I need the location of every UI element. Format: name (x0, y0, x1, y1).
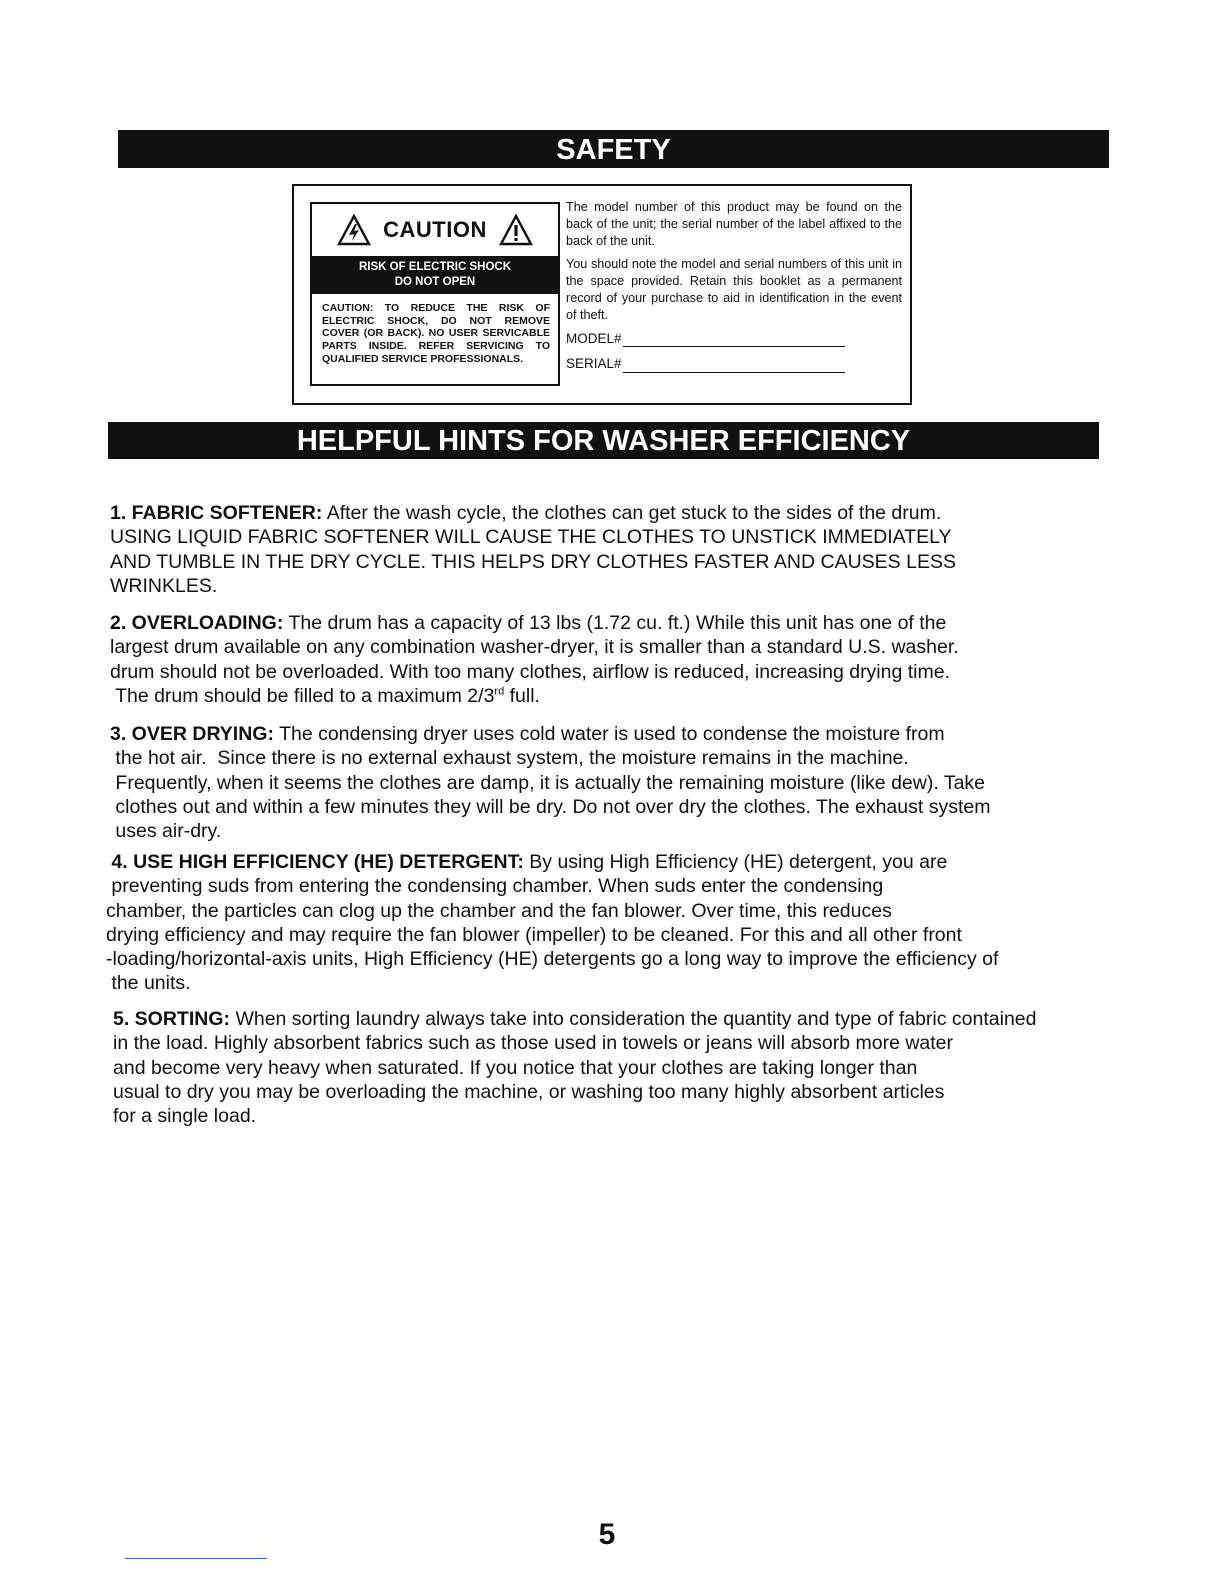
hint-line: the units. (106, 972, 191, 995)
hint-line: AND TUMBLE IN THE DRY CYCLE. THIS HELPS DRY CLOTHES FASTER AND CAUSES LESS (110, 550, 956, 573)
hint-line: full. (509, 684, 540, 707)
hint-line: usual to dry you may be overloading the machine, or washing too many highly absorbent articles (113, 1080, 945, 1103)
serial-number-field (566, 356, 902, 373)
hint-fabric-softener (110, 501, 1070, 598)
hint-line: The drum has a capacity of 13 lbs (1.72 cu. ft.) While this unit has one of the (288, 612, 947, 634)
hint-line: -loading/horizontal-axis units, High Efficiency (HE) detergents go a long way to improve the efficiency of (106, 948, 999, 971)
caution-instructions: CAUTION: TO REDUCE THE RISK OF ELECTRIC SHOCK, DO NOT REMOVE COVER (OR BACK). NO USER SERVICABLE PARTS INSIDE. REFER SERVICING TO QUALIFIED SERVICE PROFESSIONALS. (322, 302, 550, 365)
ordinal-superscript: rd (494, 685, 505, 698)
shock-warning-line2: DO NOT OPEN (394, 276, 476, 288)
model-number-field (566, 331, 902, 348)
hint-line: WRINKLES. (110, 574, 218, 597)
model-location-note: The model number of this product may be found on the back of the unit; the serial number of the label affixed to the back of the unit. (566, 200, 902, 248)
hint-title: 3. OVER DRYING: (110, 723, 274, 745)
model-blank-line (623, 334, 845, 347)
hint-line: the hot air. Since there is no external exhaust system, the moisture remains in the machine. (110, 747, 909, 770)
hint-title: 2. OVERLOADING: (110, 612, 284, 634)
serial-blank-line (623, 360, 845, 373)
model-label: MODEL# (566, 330, 622, 346)
hint-over-drying (110, 722, 1090, 843)
hint-he-detergent (106, 850, 1091, 996)
safety-heading: SAFETY (118, 130, 1109, 168)
hint-sorting (113, 1007, 1143, 1128)
hint-line: drum should not be overloaded. With too many clothes, airflow is reduced, increasing drying time. (110, 660, 951, 683)
hint-title: 5. SORTING: (113, 1008, 231, 1030)
electric-shock-warning-icon (337, 214, 371, 246)
caution-header (312, 204, 558, 256)
serial-label: SERIAL# (566, 356, 622, 372)
footer-rule (125, 1558, 267, 1559)
hint-line: After the wash cycle, the clothes can get stuck to the sides of the drum. (326, 502, 942, 524)
hint-line: Frequently, when it seems the clothes are damp, it is actually the remaining moisture (like dew). Take (110, 771, 986, 794)
hint-line: When sorting laundry always take into consideration the quantity and type of fabric contained (235, 1008, 1037, 1030)
hint-line: uses air-dry. (110, 820, 222, 843)
page-number: 5 (598, 1518, 616, 1551)
hint-title: 4. USE HIGH EFFICIENCY (HE) DETERGENT: (111, 851, 524, 873)
hint-title: 1. FABRIC SOFTENER: (110, 502, 323, 524)
hint-line: in the load. Highly absorbent fabrics such as those used in towels or jeans will absorb more water (113, 1032, 954, 1055)
product-info-column (566, 199, 902, 382)
hint-line: preventing suds from entering the condensing chamber. When suds enter the condensing (106, 875, 884, 898)
caution-title: CAUTION (383, 217, 487, 242)
hint-line: and become very heavy when saturated. If you notice that your clothes are taking longer than (113, 1056, 918, 1079)
hint-line: The condensing dryer uses cold water is used to condense the moisture from (279, 723, 945, 745)
hint-line: By using High Efficiency (HE) detergent, you are (529, 851, 948, 873)
exclamation-warning-icon (499, 214, 533, 246)
hint-line: for a single load. (113, 1105, 257, 1128)
hints-heading: HELPFUL HINTS FOR WASHER EFFICIENCY (108, 422, 1099, 459)
hint-line: USING LIQUID FABRIC SOFTENER WILL CAUSE THE CLOTHES TO UNSTICK IMMEDIATELY (110, 526, 952, 549)
shock-warning-line1: RISK OF ELECTRIC SHOCK (358, 261, 512, 273)
record-note: You should note the model and serial numbers of this unit in the space provided. Retain this booklet as a permanent record of your purchase to aid in identification in the event of theft. (566, 257, 902, 322)
hint-line: The drum should be filled to a maximum 2/3 (110, 684, 495, 707)
safety-box (292, 184, 912, 405)
caution-label-panel (310, 202, 560, 386)
hint-line: largest drum available on any combination washer-dryer, it is smaller than a standard U.S. washer. (110, 636, 959, 659)
hint-overloading (110, 611, 1070, 708)
hint-line: clothes out and within a few minutes they will be dry. Do not over dry the clothes. The exhaust system (110, 795, 991, 818)
hint-line: drying efficiency and may require the fan blower (impeller) to be cleaned. For this and all other front (106, 923, 962, 946)
hint-line: chamber, the particles can clog up the chamber and the fan blower. Over time, this reduces (106, 899, 892, 922)
shock-warning-banner (312, 256, 558, 294)
